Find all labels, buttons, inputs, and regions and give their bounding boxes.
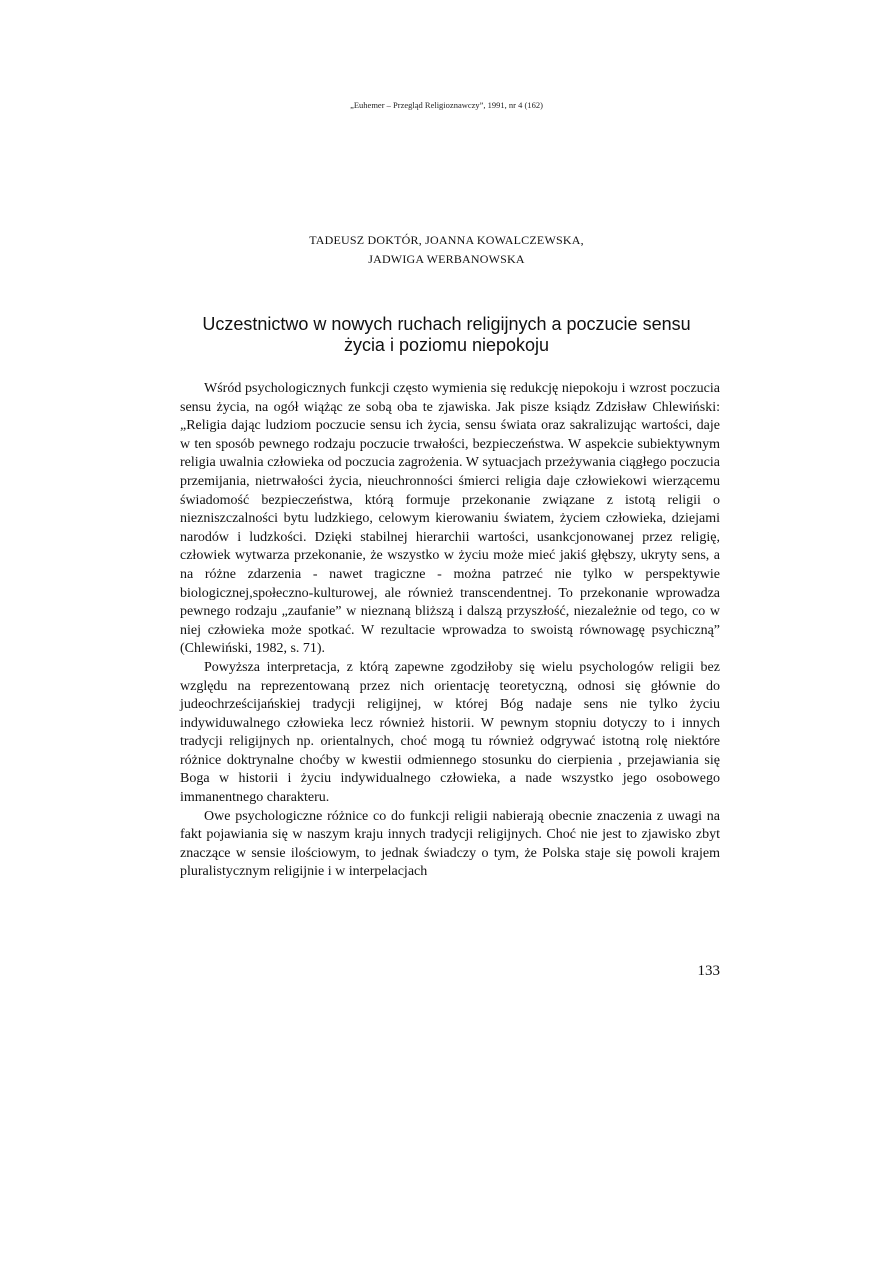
author-line-1: TADEUSZ DOKTÓR, JOANNA KOWALCZEWSKA, [309,233,584,247]
author-line-2: JADWIGA WERBANOWSKA [368,252,525,266]
paragraph: Owe psychologiczne różnice co do funkcji religii nabierają obecnie znaczenia z uwagi na fakt pojawiania się w naszym kraju innych tradycji religijnych. Choć nie jest to zjawisko zbyt znaczące w sensie ilościowym, to jednak świadczy o tym, że Polska staje się powoli krajem pluralistycznym religijnie i w interpelacjach [180,808,720,880]
page-number: 133 [697,963,720,979]
article-title [150,314,743,356]
running-head: „Euhemer – Przegląd Religioznawczy”, 1991, nr 4 (162) [350,100,543,110]
title-line-1: Uczestnictwo w nowych ruchach religijnych a poczucie sensu [202,314,691,334]
author-list [0,231,893,269]
title-line-2: życia i poziomu niepokoju [343,335,550,355]
paragraph: Powyższa interpretacja, z którą zapewne zgodziłoby się wielu psychologów religii bez względu na reprezentowaną przez nich orientację teoretyczną, odnosi się głównie do judeochrześcijańskiej tradycji religijnej, w której Bóg nadaje sens nie tylko życiu indywiduwalnego człowieka lecz również historii. W pewnym stopniu dotyczy to i innych tradycji religijnych np. orientalnych, choć mogą tu również odgrywać istotną rolę niektóre różnice doktrynalne choćby w kwestii odmiennego stosunku do cierpienia , przejawiania się Boga w historii i życiu indywidualnego człowieka, a nade wszystko jego osobowego immanentnego charakteru. [180,659,720,806]
article-body [180,380,720,882]
paragraph: Wśród psychologicznych funkcji często wymienia się redukcję niepokoju i wzrost poczucia sensu życia, na ogół wiążąc ze sobą oba te zjawiska. Jak pisze ksiądz Zdzisław Chlewiński: „Religia dając ludziom poczucie sensu ich życia, sensu świata oraz sakralizując wartości, daje w ten sposób pewnego rodzaju poczucie trwałości, bezpieczeństwa. W aspekcie subiektywnym religia uwalnia człowieka od poczucia zagrożenia. W sytuacjach przeżywania ciągłego poczucia przemijania, nietrwałości życia, nieuchronności śmierci religia daje człowiekowi wierzącemu świadomość bezpieczeństwa, którą formuje przekonanie związane z istotą religii o niezniszczalności bytu ludzkiego, celowym kierowaniu światem, życiem człowieka, dziejami narodów i ludzkości. Dzięki stabilnej hierarchii wartości, usankcjonowanej przez religię, człowiek wytwarza przekonanie, że wszystko w życiu może mieć jakiś głębszy, ukryty sens, a na różne zdarzenia - nawet tragiczne - można patrzeć nie tylko w perspektywie biologicznej,społeczno-kulturowej, ale również transcendentnej. To przekonanie wprowadza pewnego rodzaju „zaufanie” w nieznaną bliższą i dalszą przyszłość, niezależnie od tego, co w niej człowieka może spotkać. W rezultacie wprowadza to swoistą równowagę psychiczną” (Chlewiński, 1982, s. 71). [180,381,720,657]
